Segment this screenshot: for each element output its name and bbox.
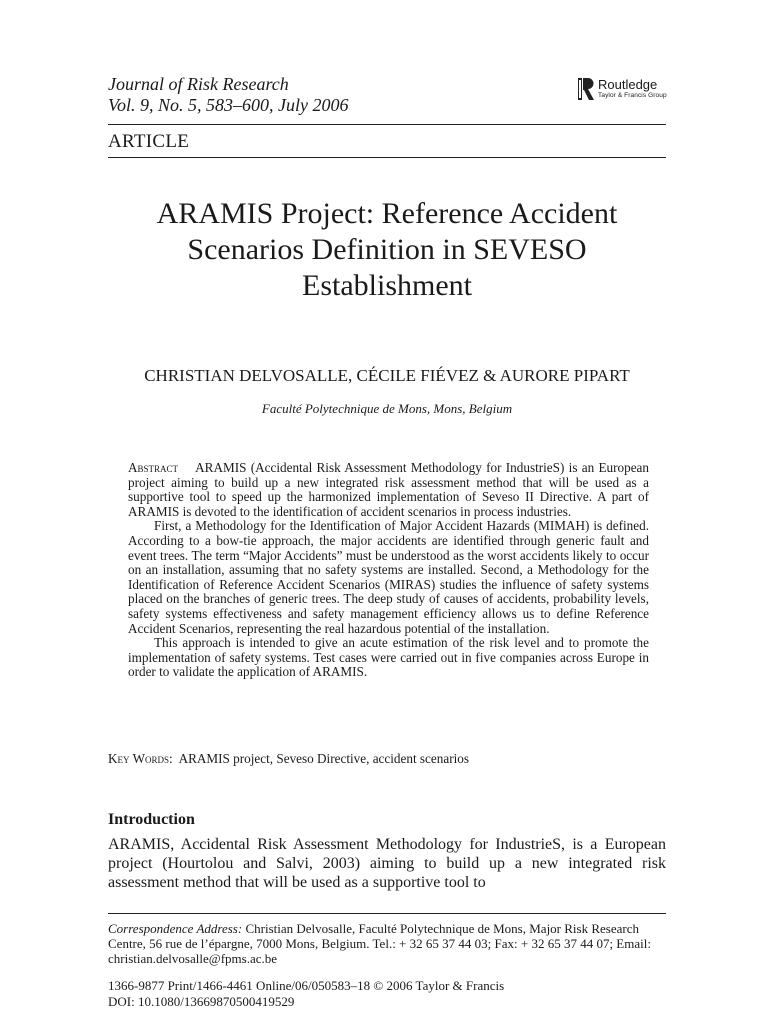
title-line: Establishment xyxy=(302,269,472,302)
abstract xyxy=(128,461,649,680)
article-type-label: ARTICLE xyxy=(108,131,190,152)
abstract-label: Abstract xyxy=(128,460,179,475)
introduction-text: ARAMIS, Accidental Risk Assessment Methodology for IndustrieS, is a European project (Hourtolou and Salvi, 2003) aiming to build up a new integrated risk assessment method that will be used as a supportive tool to xyxy=(108,836,666,891)
affiliation: Faculté Polytechnique de Mons, Mons, Belgium xyxy=(261,401,513,416)
keywords xyxy=(108,751,469,767)
keywords-label: Key Words: xyxy=(108,751,173,766)
abstract-paragraph: First, a Methodology for the Identification of Major Accident Hazards (MIMAH) is defined. According to a bow-tie approach, the major accidents are identified through generic fault and event trees. The term “Major Accidents” must be understood as the worst accidents likely to occur on an installation, assuming that no safety systems are installed. Second, a Methodology for the Identification of Reference Accident Scenarios (MIRAS) studies the influence of safety systems placed on the branches of generic trees. The deep study of causes of accidents, probability levels, safety systems effectiveness and safety management efficiency allows us to define Reference Accident Scenarios, representing the real hazardous potential of the installation. xyxy=(128,518,649,636)
volume-info: Vol. 9, No. 5, 583–600, July 2006 xyxy=(108,95,349,115)
article-title xyxy=(108,196,666,304)
header-rule-bottom xyxy=(108,157,666,158)
correspondence-label: Correspondence Address: xyxy=(108,921,243,936)
section-heading-introduction: Introduction xyxy=(108,811,195,828)
publisher-group: Taylor & Francis Group xyxy=(598,92,667,99)
journal-header xyxy=(108,74,349,116)
correspondence-text: Christian Delvosalle, Faculté Polytechnique de Mons, Major Risk Research Centre, 56 rue de l’épargne, 7000 Mons, Belgium. Tel.: + 32 65 37 44 03; Fax: + 32 65 37 44 07; Email: christian.delvosalle@fpms.ac.be xyxy=(108,921,651,966)
author-list: CHRISTIAN DELVOSALLE, CÉCILE FIÉVEZ & AURORE PIPART xyxy=(144,366,630,385)
correspondence-address xyxy=(108,921,666,966)
footnote-rule xyxy=(108,913,666,914)
routledge-logo-icon xyxy=(578,78,594,100)
title-line: Scenarios Definition in SEVESO xyxy=(187,233,587,266)
keywords-text: ARAMIS project, Seveso Directive, accident scenarios xyxy=(178,751,469,766)
journal-name: Journal of Risk Research xyxy=(108,74,289,94)
publisher-name: Routledge xyxy=(598,77,658,92)
abstract-paragraph: This approach is intended to give an acute estimation of the risk level and to promote the implementation of safety systems. Test cases were carried out in five companies across Europe in order to validate the application of ARAMIS. xyxy=(128,635,649,680)
title-line: ARAMIS Project: Reference Accident xyxy=(156,197,618,230)
doi-line: DOI: 10.1080/13669870500419529 xyxy=(108,994,295,1009)
copyright-info xyxy=(108,978,504,1010)
copyright-line: 1366-9877 Print/1466-4461 Online/06/050583–18 © 2006 Taylor & Francis xyxy=(108,978,505,993)
abstract-paragraph: ARAMIS (Accidental Risk Assessment Methodology for IndustrieS) is an European project aiming to build up a new integrated risk assessment method that will be used as a supportive tool to speed up the harmonized implementation of Seveso II Directive. A part of ARAMIS is devoted to the identification of accident scenarios in process industries. xyxy=(128,460,649,519)
publisher-logo xyxy=(578,78,667,100)
header-rule-top xyxy=(108,124,666,125)
